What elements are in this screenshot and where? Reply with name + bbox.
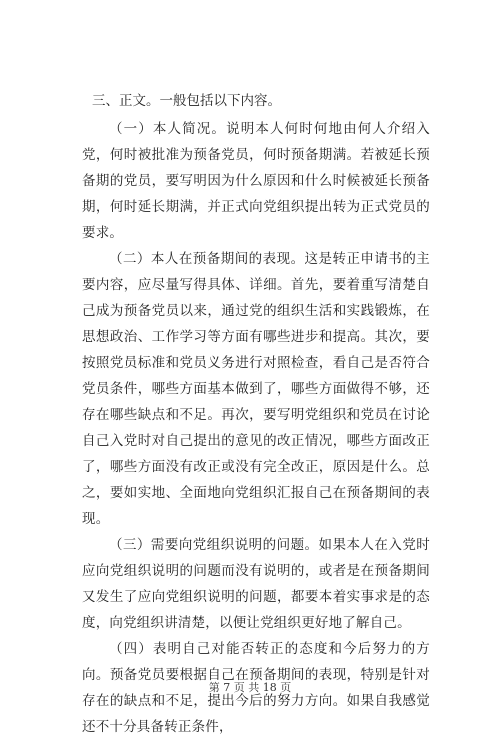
page-number-footer: 第 7 页 共 18 页 — [208, 681, 292, 694]
paragraph-4: （四）表明自己对能否转正的态度和今后努力的方向。预备党员要根据自己在预备期间的表现，特别是针对存在的缺点和不足，提出今后的努力方向。如果自我感觉还不十分具备转正条件， — [82, 641, 430, 735]
paragraph-1: （一）本人简况。说明本人何时何地由何人介绍入党，何时被批准为预备党员，何时预备期满。若被延长预备期的党员，要写明因为什么原因和什么时候被延长预备期，何时延长期满，并正式向党组织提出转为正式党员的要求。 — [82, 121, 430, 241]
paragraph-3: （三）需要向党组织说明的问题。如果本人在入党时应向党组织说明的问题而没有说明的，或者是在预备期间又发生了应向党组织说明的问题，都要本着实事求是的态度，向党组织讲清楚，以便让党组织更好地了解自己。 — [82, 537, 430, 631]
section-heading: 三、正文。一般包括以下内容。 — [92, 93, 281, 109]
paragraph-2: （二）本人在预备期间的表现。这是转正申请书的主要内容，应尽量写得具体、详细。首先，要着重写清楚自己成为预备党员以来，通过党的组织生活和实践锻炼，在思想政治、工作学习等方面有哪些进步和提高。其次，要按照党员标准和党员义务进行对照检查，看自己是否符合党员条件，哪些方面基本做到了，哪些方面做得不够，还存在哪些缺点和不足。再次，要写明党组织和党员在讨论自己入党时对自己提出的意见的改正情况，哪些方面改正了，哪些方面没有改正或没有完全改正，原因是什么。总之，要如实地、全面地向党组织汇报自己在预备期间的表现。 — [82, 251, 430, 527]
document-body — [82, 88, 430, 740]
